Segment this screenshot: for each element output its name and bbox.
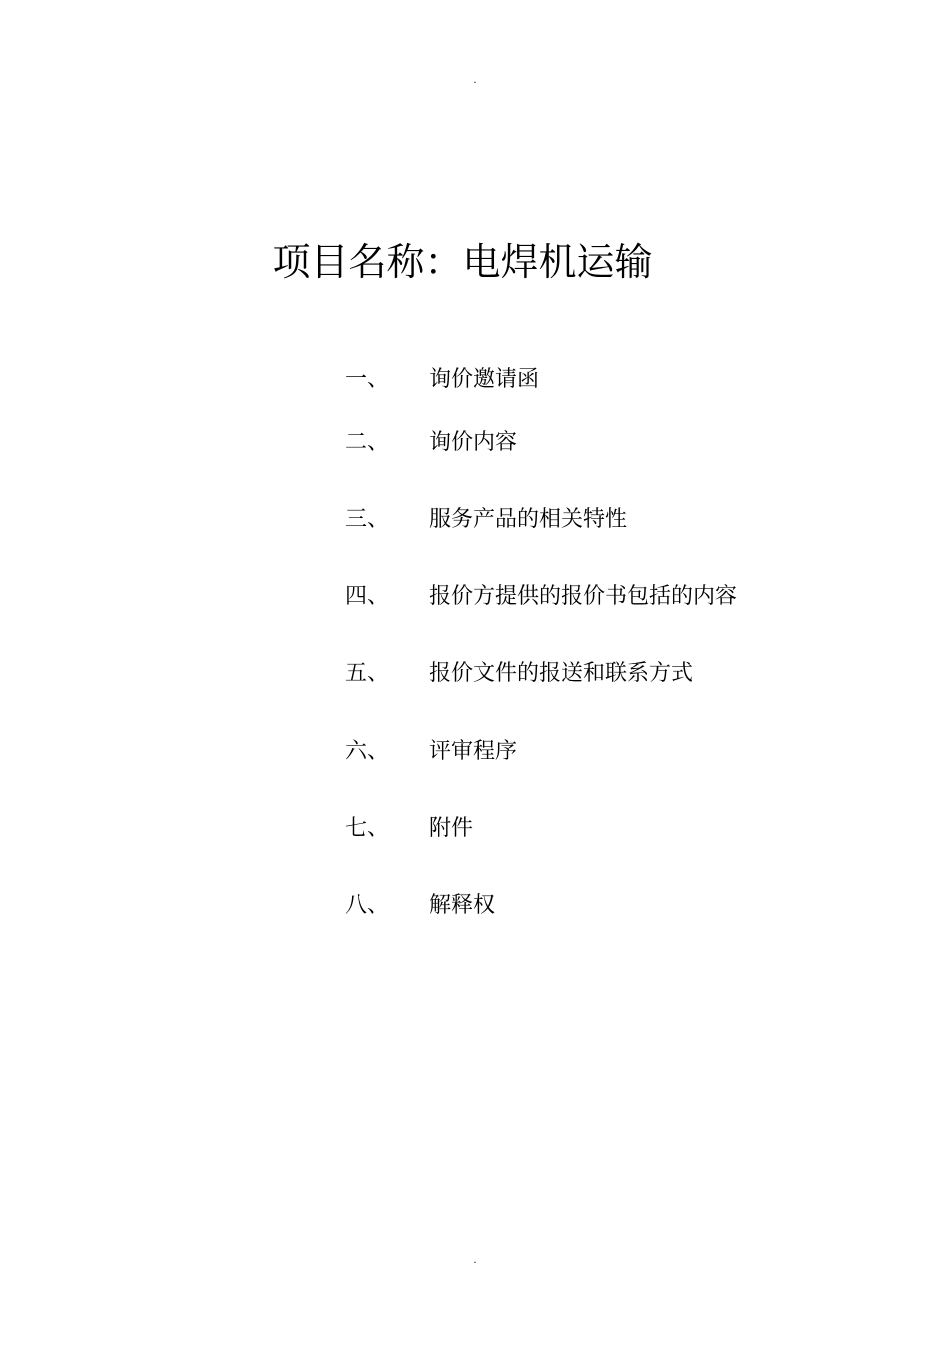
toc-item-number: 五、 [345,661,390,686]
toc-item-number: 三、 [345,507,390,532]
toc-item-2 [345,428,945,458]
toc-item-5 [345,659,945,689]
toc-item-4 [345,582,945,612]
toc-item-label: 报价文件的报送和联系方式 [429,661,694,686]
toc-item-label: 询价内容 [429,430,518,455]
toc-item-label: 询价邀请函 [429,367,540,392]
toc-item-number: 七、 [345,816,390,841]
toc-item-number: 二、 [345,430,390,455]
toc-item-label: 评审程序 [429,739,518,764]
toc-item-6 [345,737,945,767]
toc-item-7 [345,814,945,844]
project-title: 项目名称：电焊机运输 [272,240,653,285]
toc-item-1 [345,365,945,395]
toc-item-number: 六、 [345,739,390,764]
toc-item-label: 报价方提供的报价书包括的内容 [429,584,738,609]
toc-item-8 [345,891,945,921]
toc-item-label: 解释权 [429,893,496,918]
toc-item-label: 附件 [429,816,474,841]
toc-item-number: 一、 [345,367,390,392]
toc-item-number: 四、 [345,584,390,609]
header-mark: . [473,75,477,86]
toc-item-number: 八、 [345,893,390,918]
toc-item-label: 服务产品的相关特性 [429,507,628,532]
footer-mark: . [473,1255,477,1266]
toc-item-3 [345,505,945,535]
